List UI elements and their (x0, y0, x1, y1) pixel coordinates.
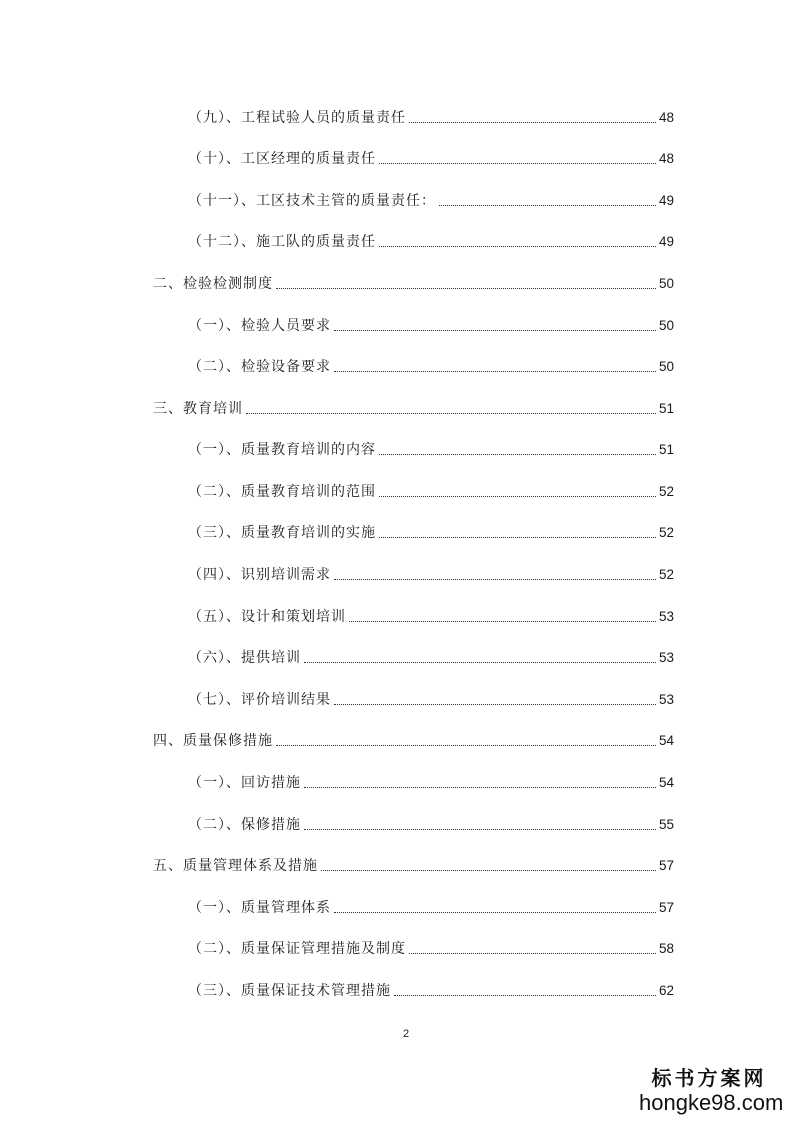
toc-entry-page: 50 (658, 276, 674, 291)
dot-leader (334, 315, 656, 331)
toc-entry-page: 51 (658, 442, 674, 457)
dot-leader (334, 897, 656, 913)
toc-entry-title: （九）、工程试验人员的质量责任 (188, 110, 406, 126)
toc-entry-page: 48 (658, 110, 674, 125)
toc-entry-page: 51 (658, 401, 674, 416)
watermark (639, 1066, 784, 1116)
toc-entry[interactable] (188, 938, 674, 960)
toc-entry[interactable] (188, 814, 674, 836)
toc-entry-page: 55 (658, 817, 674, 832)
page-number: 2 (402, 1028, 410, 1040)
dot-leader (439, 190, 656, 206)
toc-entry[interactable] (153, 855, 674, 877)
toc-entry[interactable] (188, 647, 674, 669)
toc-entry[interactable] (188, 980, 674, 1002)
toc-entry-title: 三、教育培训 (153, 401, 243, 417)
toc-entry-page: 54 (658, 775, 674, 790)
toc-entry-title: （二）、检验设备要求 (188, 359, 331, 375)
dot-leader (304, 647, 656, 663)
dot-leader (304, 772, 656, 788)
toc-entry-page: 48 (658, 151, 674, 166)
dot-leader (321, 855, 656, 871)
toc-entry-title: （四）、识别培训需求 (188, 567, 331, 583)
toc-entry-page: 52 (658, 567, 674, 582)
toc-entry-title: （二）、保修措施 (188, 817, 301, 833)
toc-entry[interactable] (188, 689, 674, 711)
toc-entry-page: 50 (658, 359, 674, 374)
toc-entry-title: （二）、质量保证管理措施及制度 (188, 941, 406, 957)
toc-entry-title: （七）、评价培训结果 (188, 692, 331, 708)
toc-entry-page: 57 (658, 858, 674, 873)
watermark-title: 标书方案网 (651, 1066, 767, 1090)
toc-entry-title: （五）、设计和策划培训 (188, 609, 346, 625)
toc-entry[interactable] (153, 273, 674, 295)
toc-entry[interactable] (188, 439, 674, 461)
toc-entry[interactable] (188, 356, 674, 378)
dot-leader (409, 938, 656, 954)
toc-entry-page: 52 (658, 484, 674, 499)
toc-entry-page: 49 (658, 193, 674, 208)
toc-entry-page: 53 (658, 692, 674, 707)
toc-entry-page: 50 (658, 318, 674, 333)
toc-entry-page: 58 (658, 941, 674, 956)
toc-entry-page: 53 (658, 650, 674, 665)
watermark-url: hongke98.com (639, 1090, 784, 1115)
dot-leader (379, 231, 656, 247)
toc-entry-title: 五、质量管理体系及措施 (153, 858, 318, 874)
toc-entry-title: （一）、质量教育培训的内容 (188, 442, 376, 458)
dot-leader (349, 606, 656, 622)
toc-entry[interactable] (188, 772, 674, 794)
toc-entry-title: （六）、提供培训 (188, 650, 301, 666)
toc-entry[interactable] (188, 107, 674, 129)
toc-entry[interactable] (188, 606, 674, 628)
toc-entry-page: 57 (658, 900, 674, 915)
dot-leader (379, 439, 656, 455)
toc-entry[interactable] (188, 315, 674, 337)
toc-entry-page: 53 (658, 609, 674, 624)
toc-entry-page: 52 (658, 525, 674, 540)
toc-entry[interactable] (188, 190, 674, 212)
toc-entry-title: （二）、质量教育培训的范围 (188, 484, 376, 500)
toc-entry-page: 49 (658, 234, 674, 249)
toc-entry-title: （一）、回访措施 (188, 775, 301, 791)
toc-entry[interactable] (188, 897, 674, 919)
dot-leader (379, 148, 656, 164)
toc-entry-title: （三）、质量保证技术管理措施 (188, 983, 391, 999)
toc-entry-title: （十一）、工区技术主管的质量责任： (188, 193, 436, 209)
toc-entry[interactable] (153, 398, 674, 420)
dot-leader (304, 814, 656, 830)
dot-leader (246, 398, 656, 414)
dot-leader (276, 730, 656, 746)
toc-entry[interactable] (188, 148, 674, 170)
toc-entry-title: 二、检验检测制度 (153, 276, 273, 292)
toc-entry-page: 54 (658, 733, 674, 748)
toc-entry[interactable] (153, 730, 674, 752)
dot-leader (334, 564, 656, 580)
dot-leader (394, 980, 656, 996)
dot-leader (379, 522, 656, 538)
dot-leader (409, 107, 656, 123)
toc-entry-title: （一）、质量管理体系 (188, 900, 331, 916)
toc-entry[interactable] (188, 481, 674, 503)
dot-leader (334, 356, 656, 372)
toc-entry[interactable] (188, 564, 674, 586)
toc-entry-title: （十二）、施工队的质量责任 (188, 234, 376, 250)
toc-entry[interactable] (188, 522, 674, 544)
dot-leader (276, 273, 656, 289)
dot-leader (334, 689, 656, 705)
toc-entry-title: （一）、检验人员要求 (188, 318, 331, 334)
toc-entry-title: 四、质量保修措施 (153, 733, 273, 749)
toc-entry[interactable] (188, 231, 674, 253)
toc-entry-title: （十）、工区经理的质量责任 (188, 151, 376, 167)
toc-entry-title: （三）、质量教育培训的实施 (188, 525, 376, 541)
dot-leader (379, 481, 656, 497)
toc-entry-page: 62 (658, 983, 674, 998)
